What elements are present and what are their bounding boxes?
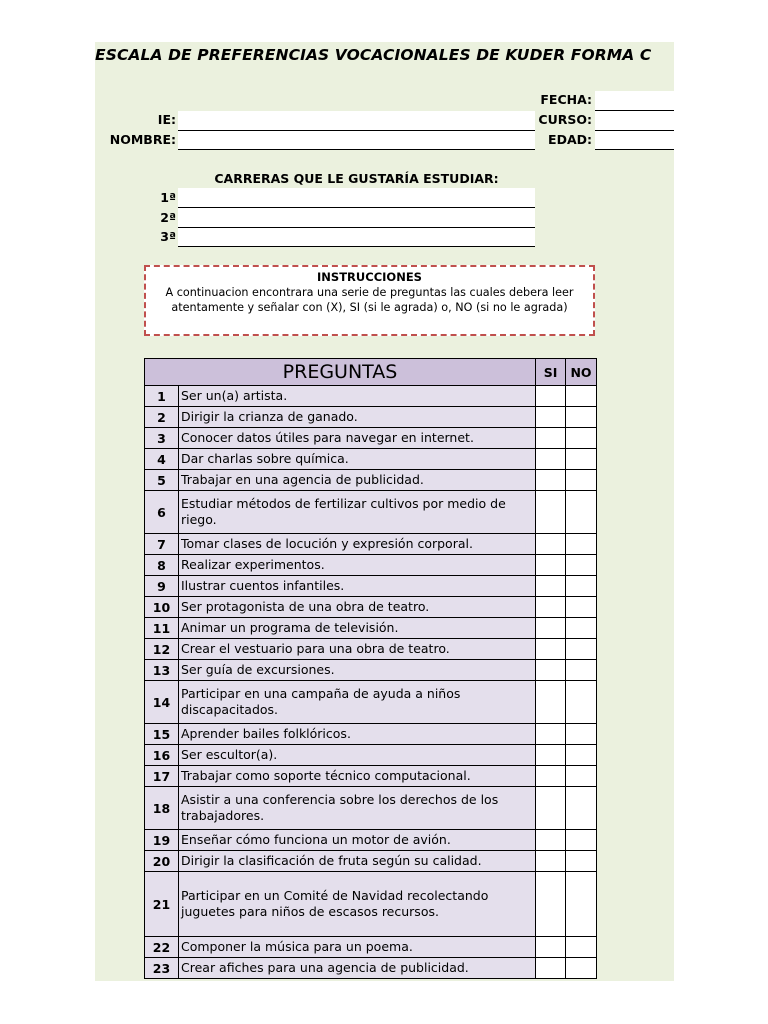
table-row (145, 428, 597, 449)
answer-si-cell[interactable] (536, 958, 566, 979)
answer-no-cell[interactable] (566, 639, 597, 660)
career-3-label: 3ª (160, 229, 176, 244)
answer-si-cell[interactable] (536, 724, 566, 745)
ie-field[interactable] (178, 111, 535, 131)
table-row (145, 681, 597, 724)
answer-no-cell[interactable] (566, 851, 597, 872)
table-row (145, 407, 597, 428)
edad-field[interactable] (595, 131, 674, 150)
ie-label: IE: (157, 112, 176, 127)
answer-si-cell[interactable] (536, 618, 566, 639)
answer-no-cell[interactable] (566, 830, 597, 851)
answer-no-cell[interactable] (566, 787, 597, 830)
question-text: Aprender bailes folklóricos. (179, 724, 536, 745)
question-number: 5 (145, 470, 179, 491)
table-row (145, 597, 597, 618)
answer-no-cell[interactable] (566, 449, 597, 470)
answer-si-cell[interactable] (536, 851, 566, 872)
question-text: Crear afiches para una agencia de publicidad. (179, 958, 536, 979)
table-row (145, 958, 597, 979)
answer-no-cell[interactable] (566, 491, 597, 534)
edad-label: EDAD: (548, 132, 592, 147)
curso-field[interactable] (595, 111, 674, 131)
question-text: Animar un programa de televisión. (179, 618, 536, 639)
question-text: Participar en un Comité de Navidad recolectando juguetes para niños de escasos recursos. (179, 872, 536, 937)
question-text: Estudiar métodos de fertilizar cultivos por medio de riego. (179, 491, 536, 534)
answer-si-cell[interactable] (536, 534, 566, 555)
question-number: 4 (145, 449, 179, 470)
fecha-field[interactable] (595, 91, 674, 111)
question-text: Asistir a una conferencia sobre los derechos de los trabajadores. (179, 787, 536, 830)
question-number: 8 (145, 555, 179, 576)
answer-si-cell[interactable] (536, 766, 566, 787)
table-row (145, 555, 597, 576)
table-row (145, 660, 597, 681)
question-number: 17 (145, 766, 179, 787)
answer-no-cell[interactable] (566, 937, 597, 958)
answer-no-cell[interactable] (566, 386, 597, 407)
table-row (145, 745, 597, 766)
answer-no-cell[interactable] (566, 597, 597, 618)
answer-no-cell[interactable] (566, 618, 597, 639)
table-row (145, 851, 597, 872)
nombre-field[interactable] (178, 131, 535, 150)
page-title: ESCALA DE PREFERENCIAS VOCACIONALES DE KUDER FORMA C (95, 46, 652, 64)
nombre-label: NOMBRE: (109, 132, 176, 147)
answer-si-cell[interactable] (536, 491, 566, 534)
preguntas-header: PREGUNTAS (145, 359, 536, 386)
question-number: 9 (145, 576, 179, 597)
table-row (145, 534, 597, 555)
question-number: 10 (145, 597, 179, 618)
question-text: Componer la música para un poema. (179, 937, 536, 958)
answer-si-cell[interactable] (536, 872, 566, 937)
answer-no-cell[interactable] (566, 958, 597, 979)
question-text: Conocer datos útiles para navegar en internet. (179, 428, 536, 449)
answer-no-cell[interactable] (566, 428, 597, 449)
question-number: 21 (145, 872, 179, 937)
table-row (145, 639, 597, 660)
question-text: Ilustrar cuentos infantiles. (179, 576, 536, 597)
question-text: Ser escultor(a). (179, 745, 536, 766)
question-text: Trabajar como soporte técnico computacional. (179, 766, 536, 787)
table-row (145, 766, 597, 787)
answer-no-cell[interactable] (566, 745, 597, 766)
question-text: Crear el vestuario para una obra de teatro. (179, 639, 536, 660)
answer-si-cell[interactable] (536, 555, 566, 576)
question-number: 13 (145, 660, 179, 681)
career-2-field[interactable] (178, 208, 535, 228)
question-number: 12 (145, 639, 179, 660)
table-row (145, 724, 597, 745)
question-number: 6 (145, 491, 179, 534)
question-number: 19 (145, 830, 179, 851)
question-number: 16 (145, 745, 179, 766)
question-text: Dirigir la crianza de ganado. (179, 407, 536, 428)
answer-no-cell[interactable] (566, 470, 597, 491)
answer-si-cell[interactable] (536, 660, 566, 681)
answer-no-cell[interactable] (566, 555, 597, 576)
answer-si-cell[interactable] (536, 681, 566, 724)
answer-no-cell[interactable] (566, 576, 597, 597)
careers-title: CARRERAS QUE LE GUSTARÍA ESTUDIAR: (214, 171, 499, 186)
answer-si-cell[interactable] (536, 597, 566, 618)
answer-si-cell[interactable] (536, 745, 566, 766)
table-row (145, 830, 597, 851)
table-row (145, 618, 597, 639)
curso-label: CURSO: (538, 112, 592, 127)
answer-si-cell[interactable] (536, 470, 566, 491)
table-row (145, 872, 597, 937)
question-number: 22 (145, 937, 179, 958)
instructions-heading: INSTRUCCIONES (317, 270, 422, 284)
questions-table (144, 358, 597, 979)
question-text: Ser protagonista de una obra de teatro. (179, 597, 536, 618)
question-number: 20 (145, 851, 179, 872)
career-3-field[interactable] (178, 228, 535, 247)
answer-no-cell[interactable] (566, 407, 597, 428)
question-number: 1 (145, 386, 179, 407)
question-text: Ser guía de excursiones. (179, 660, 536, 681)
career-2-label: 2ª (160, 210, 176, 225)
question-number: 11 (145, 618, 179, 639)
question-text: Ser un(a) artista. (179, 386, 536, 407)
question-number: 15 (145, 724, 179, 745)
answer-si-cell[interactable] (536, 937, 566, 958)
answer-si-cell[interactable] (536, 407, 566, 428)
career-1-field[interactable] (178, 188, 535, 208)
answer-no-cell[interactable] (566, 766, 597, 787)
table-row (145, 449, 597, 470)
question-number: 2 (145, 407, 179, 428)
table-row (145, 787, 597, 830)
instructions-text: A continuacion encontrara una serie de preguntas las cuales debera leer atentamente y señalar con (X), SI (si le agrada) o, NO (si no le agrada) (165, 286, 574, 314)
answer-no-cell[interactable] (566, 872, 597, 937)
question-number: 7 (145, 534, 179, 555)
question-number: 18 (145, 787, 179, 830)
answer-no-cell[interactable] (566, 534, 597, 555)
answer-no-cell[interactable] (566, 724, 597, 745)
table-row (145, 386, 597, 407)
table-row (145, 576, 597, 597)
question-text: Enseñar cómo funciona un motor de avión. (179, 830, 536, 851)
question-text: Realizar experimentos. (179, 555, 536, 576)
instructions-box (144, 265, 595, 336)
answer-no-cell[interactable] (566, 681, 597, 724)
answer-si-cell[interactable] (536, 787, 566, 830)
question-text: Participar en una campaña de ayuda a niños discapacitados. (179, 681, 536, 724)
question-number: 3 (145, 428, 179, 449)
answer-si-cell[interactable] (536, 576, 566, 597)
question-text: Dar charlas sobre química. (179, 449, 536, 470)
no-header: NO (566, 359, 597, 386)
question-number: 23 (145, 958, 179, 979)
question-text: Tomar clases de locución y expresión corporal. (179, 534, 536, 555)
question-text: Trabajar en una agencia de publicidad. (179, 470, 536, 491)
answer-si-cell[interactable] (536, 830, 566, 851)
question-number: 14 (145, 681, 179, 724)
answer-si-cell[interactable] (536, 449, 566, 470)
table-row (145, 491, 597, 534)
si-header: SI (536, 359, 566, 386)
table-row (145, 470, 597, 491)
answer-si-cell[interactable] (536, 639, 566, 660)
fecha-label: FECHA: (540, 92, 592, 107)
answer-si-cell[interactable] (536, 386, 566, 407)
answer-no-cell[interactable] (566, 660, 597, 681)
question-text: Dirigir la clasificación de fruta según su calidad. (179, 851, 536, 872)
answer-si-cell[interactable] (536, 428, 566, 449)
career-1-label: 1ª (160, 190, 176, 205)
table-row (145, 937, 597, 958)
